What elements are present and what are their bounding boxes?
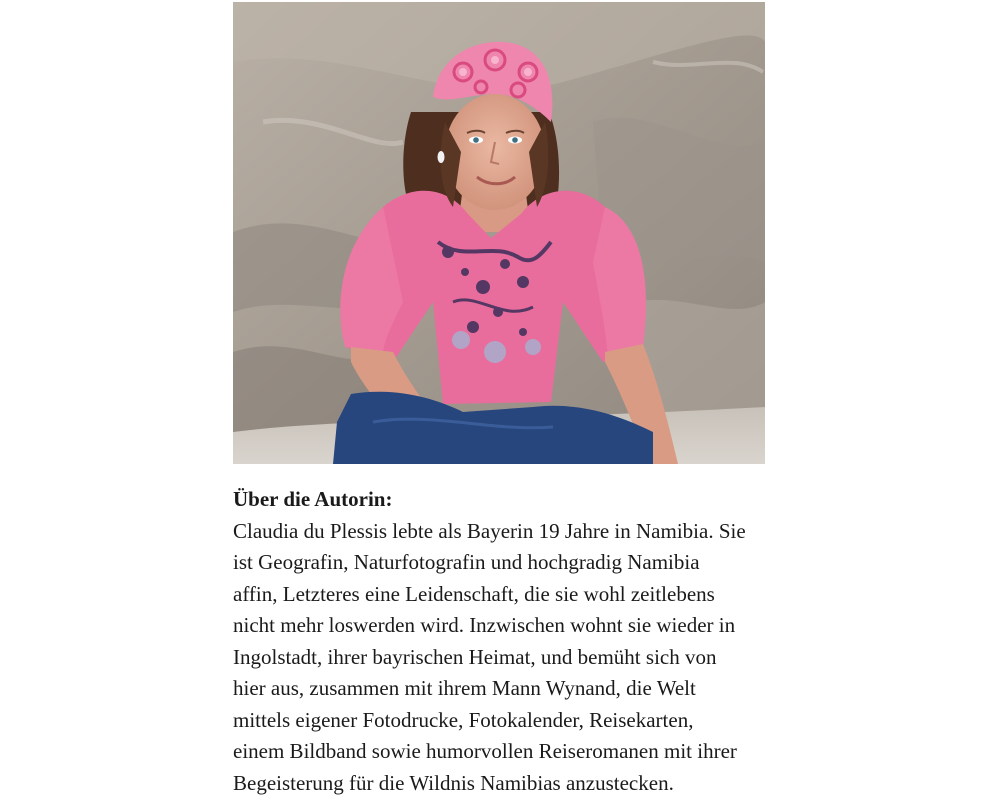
bio-line: Ingolstadt, ihrer bayrischen Heimat, und bemüht sich von <box>233 644 717 669</box>
author-bio <box>233 484 793 799</box>
author-photo <box>233 2 765 464</box>
bio-line: Begeisterung für die Wildnis Namibias anzustecken. <box>233 770 674 795</box>
bio-line: einem Bildband sowie humorvollen Reiseromanen mit ihrer <box>233 739 737 763</box>
bio-heading: Über die Autorin: <box>233 487 393 511</box>
bio-line: mittels eigener Fotodrucke, Fotokalender, Reisekarten, <box>233 707 694 732</box>
bio-line: ist Geografin, Naturfotografin und hochgradig Namibia <box>233 550 700 574</box>
bio-line: Claudia du Plessis lebte als Bayerin 19 Jahre in Namibia. Sie <box>233 518 746 543</box>
author-portrait-image <box>233 2 765 464</box>
bio-line: hier aus, zusammen mit ihrem Mann Wynand, die Welt <box>233 676 696 700</box>
earring <box>438 151 445 163</box>
bio-line: affin, Letzteres eine Leidenschaft, die sie wohl zeitlebens <box>233 581 715 606</box>
bio-line: nicht mehr loswerden wird. Inzwischen wohnt sie wieder in <box>233 613 736 637</box>
